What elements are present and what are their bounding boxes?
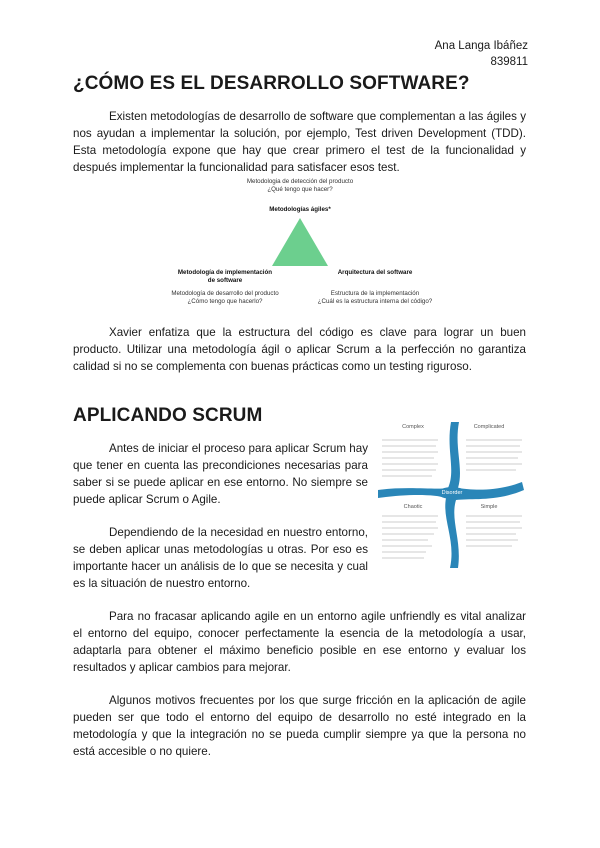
triangle-shape [272, 218, 328, 266]
cynefin-complicated-label: Complicated [473, 424, 505, 430]
author-block [435, 38, 528, 70]
triangle-left-label-1: Metodología de implementación [177, 269, 273, 276]
triangle-right-label: Arquitectura del software [337, 269, 413, 276]
paragraph-tdd [73, 108, 526, 176]
cynefin-simple-label: Simple [480, 504, 498, 510]
section-title-software: ¿CÓMO ES EL DESARROLLO SOFTWARE? [73, 73, 470, 94]
cynefin-chaotic-label: Chaotic [403, 504, 423, 510]
triangle-top-caption-2: ¿Qué tengo que hacer? [267, 186, 333, 193]
triangle-left-caption-1: Metodología de desarrollo del producto [171, 290, 279, 297]
paragraph-agile-unfriendly-text: Para no fracasar aplicando agile en un entorno agile unfriendly es vital analizar el entorno del equipo, conocer perfectamente la esencia de la metodología a usar, adaptarla para obtener el máximo beneficio posible en ese entorno y evaluar los resultados y aplicar cambios para mejorar. [73, 610, 526, 674]
methodology-triangle-figure [160, 178, 440, 305]
paragraph-friction [73, 692, 526, 760]
triangle-right-caption-2: ¿Cuál es la estructura interna del código? [317, 298, 433, 305]
paragraph-tdd-text: Existen metodologías de desarrollo de software que complementan a las ágiles y nos ayudan a implementar la solución, por ejemplo, Test driven Development (TDD). Esta metodología expone que hay que crear primero el test de la funcionalidad y después implementar la funcionalidad para satisfacer esos test. [73, 110, 526, 174]
triangle-top-label: Metodologías ágiles* [269, 206, 331, 213]
triangle-right-caption-1: Estructura de la implementación [330, 290, 420, 297]
paragraph-xavier-text: Xavier enfatiza que la estructura del código es clave para lograr un buen producto. Utilizar una metodología ágil o aplicar Scrum a la perfección no garantiza calidad si no se complementa con buenas prácticas como un testing riguroso. [73, 326, 526, 373]
triangle-left-label-2: de software [207, 277, 243, 284]
paragraph-preconditions-text: Antes de iniciar el proceso para aplicar Scrum hay que tener en cuenta las precondiciones necesarias para saber si se puede aplicar en ese entorno. No siempre se puede aplicar Scrum o Agile. [73, 442, 368, 506]
paragraph-analysis [73, 524, 368, 592]
author-id: 839811 [490, 56, 528, 68]
cynefin-figure [376, 420, 526, 570]
cynefin-disorder-label: Disorder [441, 490, 463, 496]
section-title-scrum: APLICANDO SCRUM [73, 405, 263, 426]
triangle-top-caption-1: Metodologia de detección del producto [246, 178, 354, 185]
paragraph-xavier [73, 324, 526, 375]
paragraph-friction-text: Algunos motivos frecuentes por los que surge fricción en la aplicación de agile pueden ser que todo el entorno del equipo de desarrollo no esté integrado en la metodología y que la integración no se pueda cumplir siempre ya que la persona no está accesible o no quiere. [73, 694, 526, 758]
author-name: Ana Langa Ibáñez [434, 40, 528, 52]
paragraph-preconditions [73, 440, 368, 508]
paragraph-analysis-text: Dependiendo de la necesidad en nuestro entorno, se deben aplicar unas metodologías u otras. Por eso es importante hacer un análisis de lo que se necesita y cual es la situación de nuestro entorno. [73, 526, 368, 590]
cynefin-complex-label: Complex [402, 424, 424, 430]
triangle-left-caption-2: ¿Cómo tengo que hacerlo? [187, 298, 263, 305]
paragraph-agile-unfriendly [73, 608, 526, 676]
